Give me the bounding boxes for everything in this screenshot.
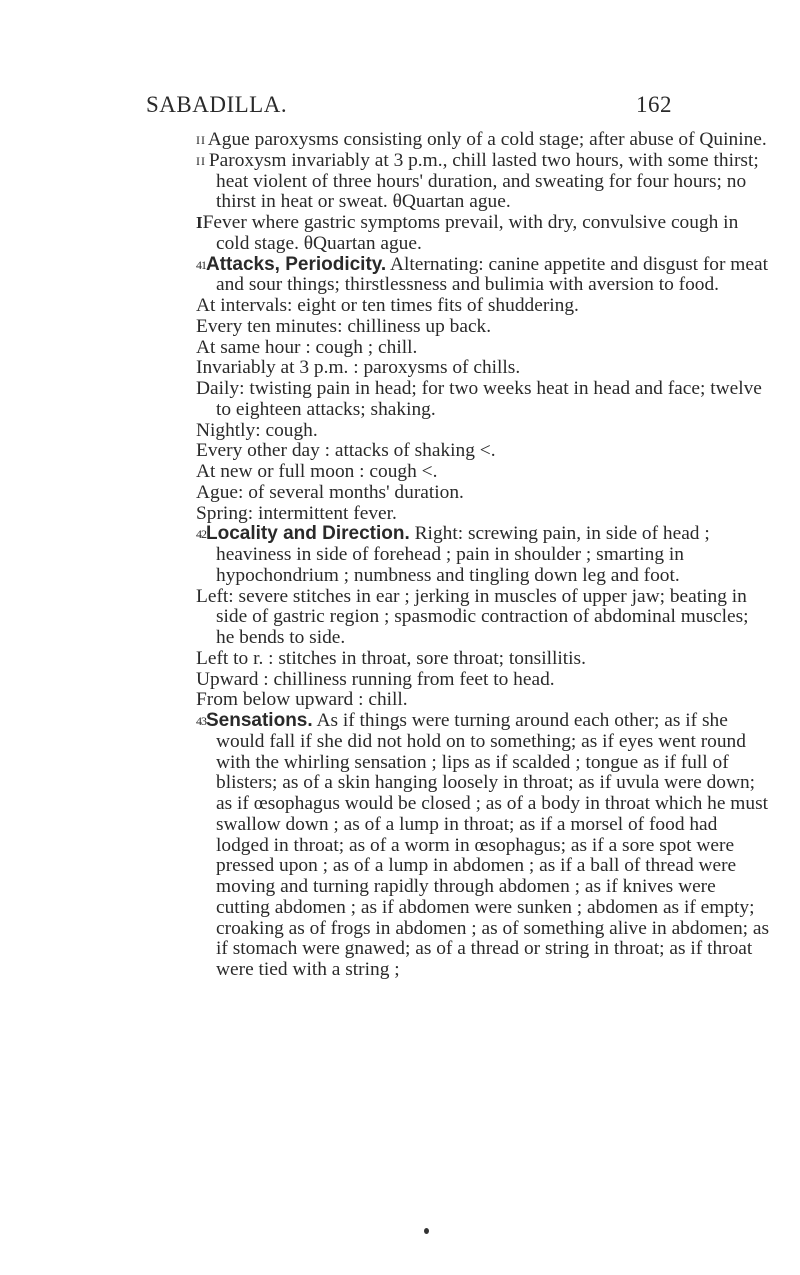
entry-mark: I <box>196 213 203 232</box>
section-sensations <box>196 711 770 981</box>
entry-text: As if things were turning around each other; as if she would fall if she did not hold on to something; as if eyes went round with the whirling sensation ; lips as if scalded ; tongue as if full of blisters; as of a skin hanging loosely in throat; as if uvula were down; as if œsophagus would be closed ; as of a body in throat which he must swallow down ; as of a lump in throat; as if a morsel of food had lodged in throat; as of a worm in œsophagus; as if a sore spot were pressed upon ; as of a lump in abdomen ; as if a ball of thread were moving and turning rapidly through abdomen ; as if knives were cutting abdomen ; as if abdomen were sunken ; abdomen as if empty; croaking as of frogs in abdomen ; as of something alive in abdomen; as if stomach were gnawed; as of a thread or string in throat; as if throat were tied with a string ; <box>216 710 770 980</box>
entry-fever-gastric <box>196 213 770 255</box>
entry-text: Invariably at 3 p.m. : paroxysms of chills. <box>196 357 521 379</box>
section-heading: Locality and Direction. <box>206 523 410 545</box>
entry-text: Paroxysm invariably at 3 p.m., chill lasted two hours, with some thirst; heat violent of three hours' duration, and sweating for four hours; no thirst in heat or sweat. θQuartan ague. <box>208 149 759 213</box>
entry-text: At new or full moon : cough <. <box>196 461 438 482</box>
entry-paroxysm-3pm <box>196 151 770 213</box>
entry-text: Left: severe stitches in ear ; jerking in muscles of upper jaw; beating in side of gastric region ; spasmodic contraction of abdominal muscles; he bends to side. <box>196 585 749 648</box>
entry-text: Right: screwing pain, in side of head ; heaviness in side of forehead ; pain in shoulder ; smarting in hypochondrium ; numbness and tingling down leg and foot. <box>216 523 710 586</box>
section-heading: Attacks, Periodicity. <box>206 253 387 275</box>
entry-upward <box>196 670 770 691</box>
entry-mark: I I <box>196 153 204 168</box>
entry-text: Ague paroxysms consisting only of a cold stage; after abuse of Quinine. <box>207 129 767 150</box>
entry-text: Nightly: cough. <box>196 419 318 441</box>
entry-text: Upward : chilliness running from feet to head. <box>196 668 555 690</box>
entry-text: Spring: intermittent fever. <box>196 502 397 524</box>
entry-text: Alternating: canine appetite and disgust for meat and sour things; thirstlessness and bulimia with aversion to food. <box>216 253 768 296</box>
entry-daily <box>196 379 770 421</box>
entry-text: Every ten minutes: chilliness up back. <box>196 315 492 337</box>
entry-text: Ague: of several months' duration. <box>196 481 464 503</box>
entry-text: At same hour : cough ; chill. <box>196 336 418 358</box>
section-locality-direction <box>196 524 770 586</box>
entry-every-other-day <box>196 441 770 462</box>
entry-text: Fever where gastric symptoms prevail, with dry, convulsive cough in cold stage. θQuartan ague. <box>202 212 739 254</box>
entry-at-same-hour <box>196 338 770 359</box>
entry-every-ten-minutes <box>196 317 770 338</box>
entry-spring <box>196 504 770 525</box>
section-number: 41 <box>196 257 206 272</box>
entry-text: Left to r. : stitches in throat, sore throat; tonsillitis. <box>196 647 586 669</box>
entry-left-to-right <box>196 649 770 670</box>
entry-nightly <box>196 421 770 442</box>
entry-ague-duration <box>196 483 770 504</box>
page-body <box>196 130 770 981</box>
section-number: 43 <box>196 714 206 728</box>
section-attacks-periodicity <box>196 255 770 297</box>
page-number: 162 <box>636 92 672 117</box>
section-number: 42 <box>196 527 206 542</box>
entry-new-full-moon <box>196 462 770 483</box>
entry-at-intervals <box>196 296 770 317</box>
entry-ague-cold-stage <box>196 130 770 151</box>
entry-invariably-3pm <box>196 358 770 379</box>
section-heading: Sensations. <box>206 710 313 731</box>
entry-from-below-upward <box>196 690 770 711</box>
entry-text: Every other day : attacks of shaking <. <box>196 440 496 462</box>
entry-text: Daily: twisting pain in head; for two weeks heat in head and face; twelve to eighteen attacks; shaking. <box>196 378 762 420</box>
entry-text: At intervals: eight or ten times fits of shuddering. <box>196 295 579 316</box>
entry-mark: I I <box>196 133 204 147</box>
running-title: SABADILLA. <box>146 92 288 117</box>
entry-text: From below upward : chill. <box>196 689 408 711</box>
page-speck <box>424 1228 429 1234</box>
entry-left <box>196 587 770 649</box>
